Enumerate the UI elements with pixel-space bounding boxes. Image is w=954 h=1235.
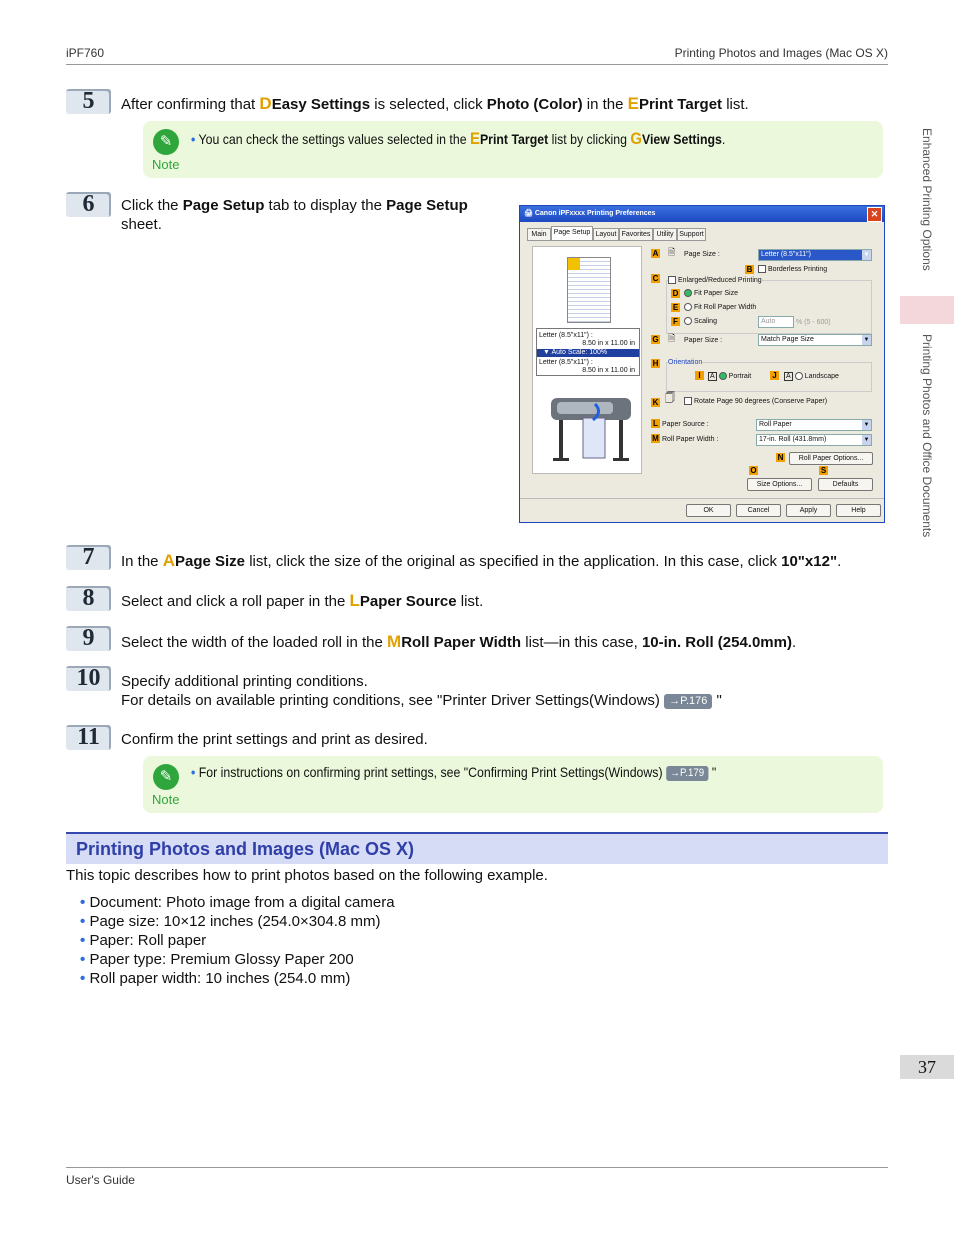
text: Select and click a roll paper in the: [121, 593, 350, 610]
preview-dim-1: 8.50 in x 11.00 in: [582, 340, 635, 347]
tab-layout[interactable]: Layout: [593, 228, 619, 241]
page-size-icon: 🗎: [668, 247, 676, 257]
text: list—in this case,: [521, 634, 642, 651]
text: For instructions on confirming print settings, see "Confirming Print Settings(Windows): [198, 764, 666, 780]
sidebar-highlight: [900, 296, 954, 324]
roll-width-value: 17-in. Roll (431.8mm): [759, 436, 827, 443]
bold-text: Page Setup: [182, 197, 265, 214]
list-item-text: Paper type: Premium Glossy Paper 200: [89, 951, 354, 968]
list-item-text: Paper: Roll paper: [89, 932, 207, 949]
roll-width-label: Roll Paper Width :: [662, 436, 719, 443]
printing-preferences-dialog: [519, 205, 885, 523]
step-11-number: 11: [66, 725, 111, 750]
dialog-title-bar: [520, 206, 884, 222]
apply-button[interactable]: Apply: [786, 504, 831, 517]
label-letter: G: [630, 129, 642, 148]
list-item: [80, 969, 395, 988]
preview-panel: [532, 246, 642, 474]
section-title: Printing Photos and Images (Mac OS X): [76, 839, 415, 859]
label-n: N: [777, 453, 784, 462]
radio-selected[interactable]: [719, 372, 727, 380]
label-letter: M: [387, 632, 402, 651]
down-arrow-icon: ▼: [543, 349, 550, 356]
note-pencil-icon: ✎: [153, 764, 179, 790]
label-letter: L: [349, 591, 360, 610]
printer-output-sheet: [583, 418, 605, 458]
preview-size-2: Letter (8.5"x11") :: [539, 359, 593, 366]
ok-button[interactable]: OK: [686, 504, 731, 517]
label-d: D: [672, 289, 679, 298]
checkbox-checked[interactable]: [668, 276, 676, 284]
page-size-label: Page Size :: [684, 251, 720, 258]
note-pencil-icon: ✎: [153, 129, 179, 155]
portrait-icon: A: [710, 373, 715, 380]
bold-text: Paper Source: [359, 593, 457, 610]
scaling-radio[interactable]: [684, 317, 717, 326]
printer-leg-right: [619, 420, 623, 460]
fit-roll-label: Fit Roll Paper Width: [694, 304, 757, 311]
text: After confirming that: [121, 96, 260, 113]
preview-dim-2: 8.50 in x 11.00 in: [582, 367, 635, 374]
dropdown-arrow-icon[interactable]: ▼: [863, 252, 870, 258]
sidebar-tab-enhanced[interactable]: Enhanced Printing Options: [920, 128, 934, 271]
section-intro: This topic describes how to print photos based on the following example.: [66, 867, 548, 884]
step-7-number: 7: [66, 545, 111, 570]
tab-favorites[interactable]: Favorites: [619, 228, 653, 241]
help-button[interactable]: Help: [836, 504, 881, 517]
bullet: •: [80, 932, 86, 949]
list-item-text: Document: Photo image from a digital camera: [89, 894, 395, 911]
printer-foot-left: [553, 458, 569, 461]
tab-page-setup[interactable]: Page Setup: [551, 226, 593, 241]
paper-size-select[interactable]: [758, 334, 872, 346]
label-j: J: [770, 371, 779, 380]
paper-size-label: Paper Size :: [684, 337, 723, 344]
dialog-title: Canon iPFxxxx Printing Preferences: [534, 210, 656, 217]
bold-text: View Settings: [641, 131, 722, 147]
scaling-label: Scaling: [694, 318, 717, 325]
section-heading: [66, 832, 888, 864]
label-letter: E: [627, 94, 639, 113]
bullet: •: [191, 131, 196, 147]
label-m: M: [652, 434, 659, 443]
size-options-button[interactable]: Size Options...: [747, 478, 812, 491]
bold-text: Roll Paper Width: [401, 634, 522, 651]
radio-selected[interactable]: [684, 289, 692, 297]
text: list.: [722, 96, 749, 113]
step-10-number: 10: [66, 666, 111, 691]
page-size-value: Letter (8.5"x11"): [761, 251, 811, 258]
label-c: C: [652, 274, 659, 283]
note-label: Note: [152, 157, 180, 172]
text: Click the: [121, 197, 183, 214]
preview-scale: Auto Scale: 100%: [551, 349, 608, 356]
sidebar-tab-photos[interactable]: Printing Photos and Office Documents: [920, 334, 934, 538]
tab-main[interactable]: Main: [527, 228, 551, 241]
borderless-label: Borderless Printing: [768, 266, 828, 273]
step-5-text: [121, 94, 749, 114]
bold-text: Page Size: [174, 553, 246, 570]
rotate-checkbox[interactable]: [684, 397, 827, 406]
printer-icon: 🖨: [524, 210, 533, 217]
portrait-radio[interactable]: [708, 372, 751, 381]
note-box: [143, 121, 883, 178]
header-model: iPF760: [66, 46, 105, 60]
text: Select the width of the loaded roll in the: [121, 634, 388, 651]
step-8-number: 8: [66, 586, 111, 611]
printer-foot-right: [613, 458, 629, 461]
page-ref-link[interactable]: →P.179: [666, 766, 709, 781]
enlarged-label: Enlarged/Reduced Printing: [678, 277, 762, 284]
borderless-checkbox[interactable]: [758, 265, 827, 274]
label-s: S: [820, 466, 827, 475]
step-10-text: [121, 672, 722, 710]
bold-text: 10"x12": [781, 553, 838, 570]
printer-illustration: [543, 382, 639, 468]
scaling-value: Auto: [761, 318, 776, 325]
radio[interactable]: [684, 317, 692, 325]
label-b: B: [746, 265, 753, 274]
text: list by clicking: [548, 131, 631, 147]
fit-paper-label: Fit Paper Size: [694, 290, 738, 297]
orientation-label: Orientation: [668, 359, 703, 366]
rotate-icon: 🗍: [665, 393, 675, 404]
step-5-number: 5: [66, 89, 111, 114]
bold-text: Photo (Color): [486, 96, 583, 113]
dialog-divider: [520, 498, 884, 499]
landscape-icon: A: [786, 373, 791, 380]
step-6-text: [121, 196, 511, 234]
text: .: [791, 634, 797, 651]
note-box: [143, 756, 883, 813]
dropdown-arrow-icon[interactable]: ▼: [863, 337, 870, 343]
enlarged-checkbox[interactable]: [668, 276, 762, 285]
text: In the: [121, 553, 163, 570]
checkbox[interactable]: [684, 397, 692, 405]
list-item-text: Roll paper width: 10 inches (254.0 mm): [89, 970, 351, 987]
text: ": [712, 692, 722, 709]
label-h: H: [652, 359, 659, 368]
cancel-button[interactable]: Cancel: [736, 504, 781, 517]
paper-source-label: Paper Source :: [662, 421, 709, 428]
label-e: E: [672, 303, 679, 312]
text: is selected, click: [370, 96, 487, 113]
text: .: [721, 131, 726, 147]
label-f: F: [671, 317, 680, 326]
bullet: •: [80, 970, 86, 987]
bold-text: 10-in. Roll (254.0mm): [641, 634, 792, 651]
list-item-text: Page size: 10×12 inches (254.0×304.8 mm): [89, 913, 381, 930]
bullet: •: [80, 951, 86, 968]
rotate-label: Rotate Page 90 degrees (Conserve Paper): [694, 398, 828, 405]
note-text: [191, 129, 725, 149]
roll-paper-options-button[interactable]: Roll Paper Options...: [789, 452, 873, 465]
list-item: [80, 950, 395, 969]
text: .: [837, 553, 842, 570]
printer-top: [557, 402, 613, 414]
checkbox[interactable]: [758, 265, 766, 273]
label-g: G: [652, 335, 659, 344]
paper-size-value: Match Page Size: [761, 336, 814, 343]
preview-size-1: Letter (8.5"x11") :: [539, 332, 593, 339]
step-11-text: Confirm the print settings and print as desired.: [121, 731, 428, 748]
page-size-select[interactable]: [758, 249, 872, 261]
preview-photo-icon: [568, 258, 580, 270]
bold-text: Page Setup: [386, 197, 468, 214]
label-k: K: [652, 398, 659, 407]
radio[interactable]: [795, 372, 803, 380]
page-number: 37: [900, 1055, 954, 1079]
close-icon[interactable]: ✕: [867, 207, 882, 222]
step-9-number: 9: [66, 626, 111, 651]
label-letter: D: [259, 94, 272, 113]
footer-rule: [66, 1167, 888, 1168]
label-i: I: [695, 371, 704, 380]
step-6-number: 6: [66, 192, 111, 217]
note-label: Note: [152, 792, 180, 807]
fit-roll-radio[interactable]: [684, 303, 756, 312]
text: sheet.: [121, 216, 162, 233]
scaling-input[interactable]: [758, 316, 794, 328]
scaling-range: % (5 - 600): [796, 319, 831, 326]
printer-leg-left: [559, 420, 563, 460]
defaults-button[interactable]: Defaults: [818, 478, 873, 491]
preview-info-box: [536, 328, 640, 376]
roll-width-select[interactable]: [756, 434, 872, 446]
radio[interactable]: [684, 303, 692, 311]
text: For details on available printing conditions, see "Printer Driver Settings(Windows): [121, 692, 665, 709]
landscape-label: Landscape: [804, 373, 839, 380]
note-text: [191, 764, 716, 781]
step-8-text: [121, 591, 483, 611]
example-list: [80, 893, 395, 988]
text: ": [708, 764, 717, 780]
bold-text: Print Target: [479, 131, 549, 147]
list-item: [80, 931, 395, 950]
bold-text: Easy Settings: [271, 96, 371, 113]
label-l: L: [651, 419, 660, 428]
step-9-text: [121, 632, 796, 652]
dropdown-arrow-icon[interactable]: ▼: [863, 422, 870, 428]
text: in the: [582, 96, 628, 113]
text: tab to display the: [264, 197, 387, 214]
bullet: •: [80, 913, 86, 930]
preview-scale-bar: [537, 349, 639, 357]
tab-support[interactable]: Support: [677, 228, 706, 241]
step-7-text: [121, 551, 841, 571]
text: list, click the size of the original as specified in the application. In this case, click: [245, 553, 782, 570]
text: You can check the settings values selected in the: [198, 131, 470, 147]
list-item: [80, 912, 395, 931]
footer-title: User's Guide: [66, 1173, 135, 1187]
bullet: •: [80, 894, 86, 911]
paper-source-select[interactable]: [756, 419, 872, 431]
header-section: Printing Photos and Images (Mac OS X): [674, 46, 888, 60]
bold-text: Print Target: [638, 96, 723, 113]
page-ref-link[interactable]: →P.176: [664, 694, 712, 709]
text: list.: [456, 593, 484, 610]
fit-paper-radio[interactable]: [684, 289, 738, 298]
landscape-radio[interactable]: [784, 372, 839, 381]
bullet: •: [191, 764, 196, 780]
paper-source-value: Roll Paper: [759, 421, 792, 428]
tab-utility[interactable]: Utility: [653, 228, 677, 241]
header-rule: [66, 64, 888, 65]
text: Specify additional printing conditions.: [121, 673, 368, 690]
label-o: O: [750, 466, 757, 475]
dropdown-arrow-icon[interactable]: ▼: [863, 437, 870, 443]
list-item: [80, 893, 395, 912]
label-letter: A: [162, 551, 175, 570]
label-a: A: [652, 249, 659, 258]
paper-size-icon: 🗎: [668, 333, 676, 343]
label-letter: E: [469, 129, 480, 148]
portrait-label: Portrait: [728, 373, 752, 380]
